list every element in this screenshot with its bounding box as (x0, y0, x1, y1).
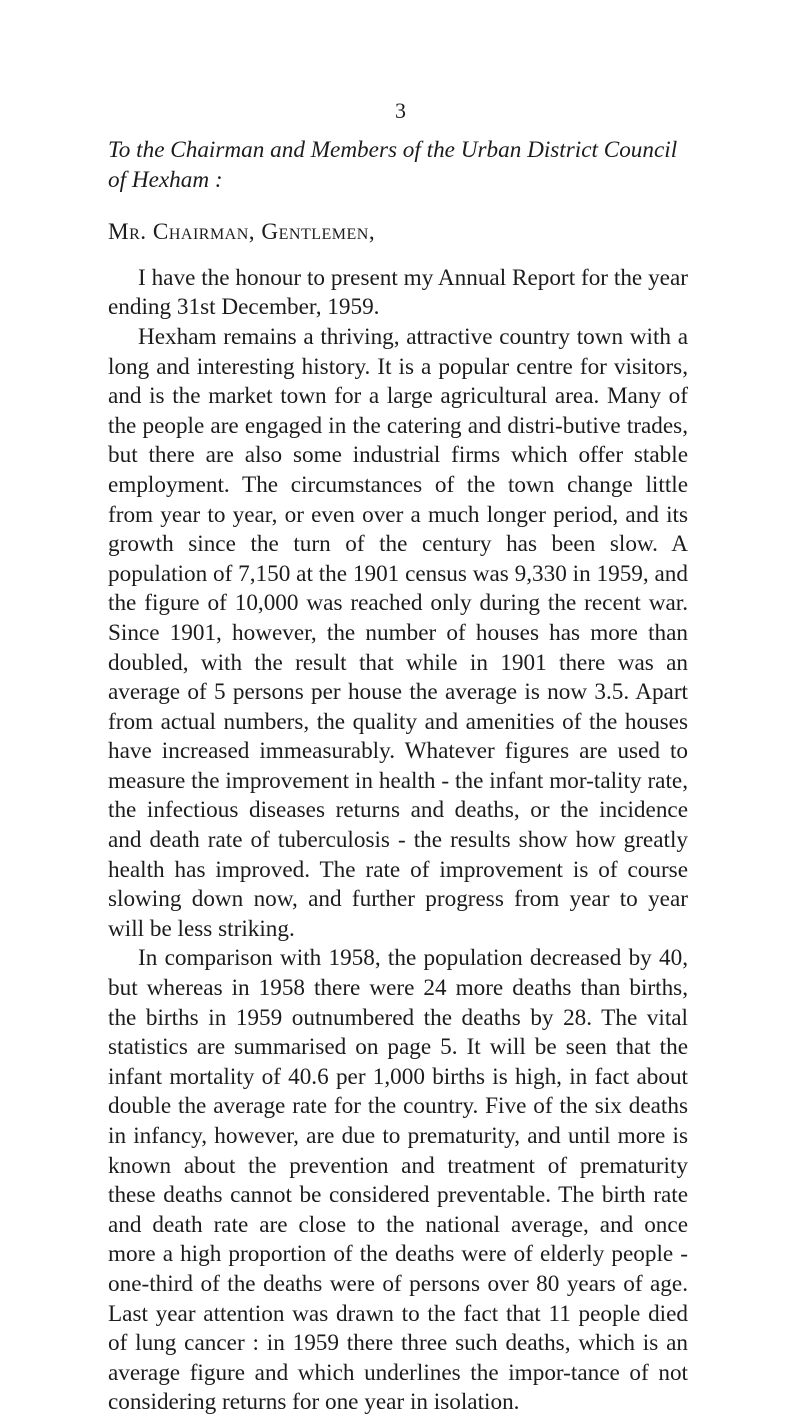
paragraph-vital-statistics: In comparison with 1958, the population decreased by 40, but whereas in 1958 there were 24 more deaths than births, the births in 1959 outnumbered the deaths by 28. The vital statistics are summarised on page 5. It will be seen that the infant mortality of 40.6 per 1,000 births is high, in fact about double the average rate for the country. Five of the six deaths in infancy, however, are due to prematurity, and until more is known about the prevention and treatment of prematurity these deaths cannot be considered preventable. The birth rate and death rate are close to the national average, and once more a high proportion of the deaths were of elderly people - one-third of the deaths were of persons over 80 years of age. Last year attention was drawn to the fact that 11 people died of lung cancer : in 1959 there three such deaths, which is an average figure and which underlines the impor-tance of not considering returns for one year in isolation. (108, 945, 688, 1416)
page-number: 3 (395, 98, 406, 123)
address-line: To the Chairman and Members of the Urban District Council of Hexham : (108, 137, 678, 193)
paragraph-town-description: Hexham remains a thriving, attractive country town with a long and interesting history. It is a popular centre for visitors, and is the market town for a large agricultural area. Many of the people are engaged in the catering and distri-butive trades, but there are also some industrial firms which offer stable employment. The circumstances of the town change little from year to year, or even over a much longer period, and its growth since the turn of the century has been slow. A population of 7,150 at the 1901 census was 9,330 in 1959, and the figure of 10,000 was reached only during the recent war. Since 1901, however, the number of houses has more than doubled, with the result that while in 1901 there was an average of 5 persons per house the average is now 3.5. Apart from actual numbers, the quality and amenities of the houses have increased immeasurably. Whatever figures are used to measure the improvement in health - the infant mor-tality rate, the infectious diseases returns and deaths, or the incidence and death rate of tuberculosis - the results show how greatly health has improved. The rate of improvement is of course slowing down now, and further progress from year to year will be less striking. (108, 323, 688, 942)
report-body (108, 136, 688, 1418)
salutation: Mr. Chairman, Gentlemen, (108, 219, 376, 246)
paragraph-intro: I have the honour to present my Annual Report for the year ending 31st December, 1959. (108, 264, 688, 321)
